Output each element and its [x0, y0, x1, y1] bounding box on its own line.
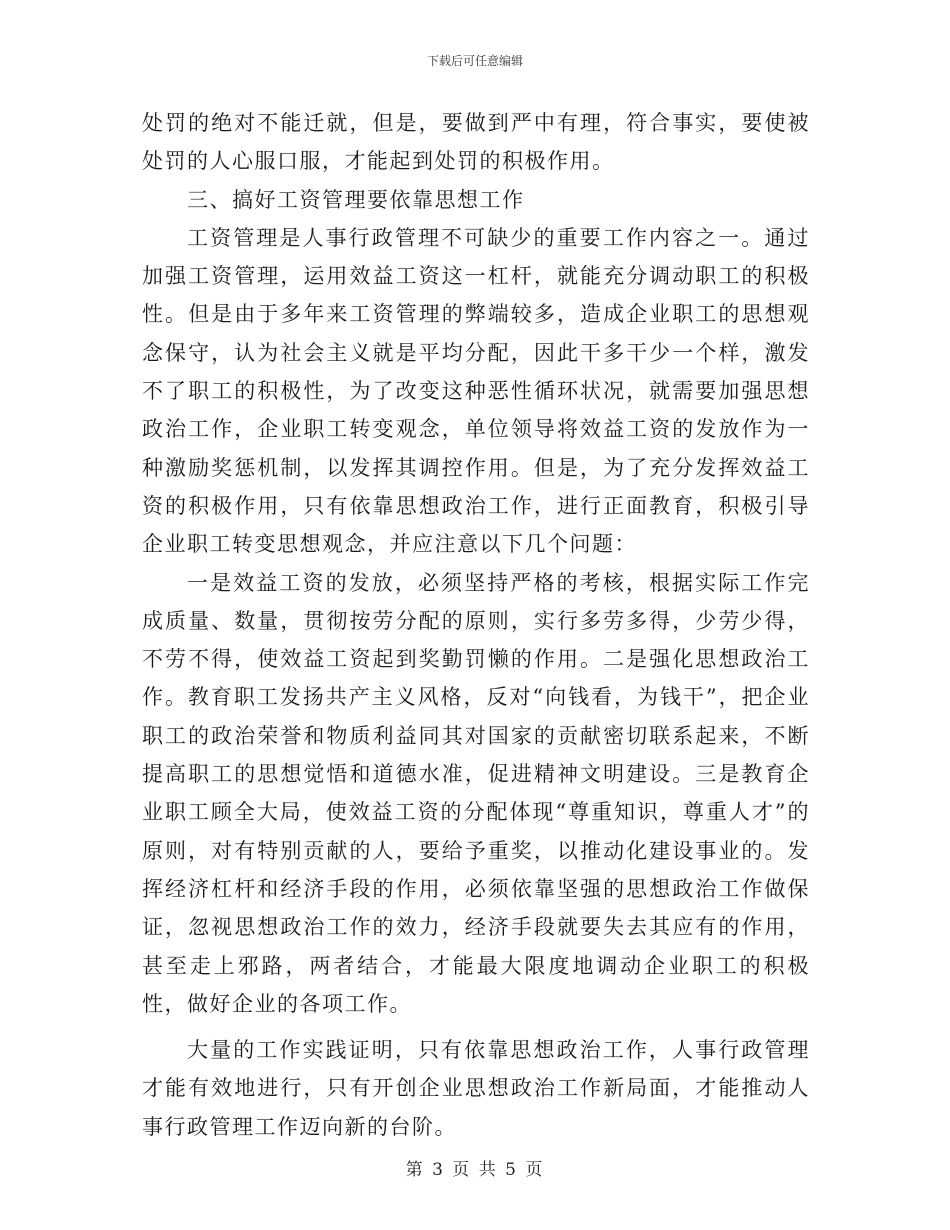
paragraph-continuation: 处罚的绝对不能迁就，但是，要做到严中有理，符合事实，要使被处罚的人心服口服，才能起到处罚的积极作用。 [142, 111, 810, 174]
page-number-footer: 第 3 页 共 5 页 [405, 1160, 545, 1180]
document-body [142, 104, 810, 1146]
section-heading: 三、搞好工资管理要依靠思想工作 [187, 187, 525, 212]
page-header: 下载后可任意编辑 [426, 54, 523, 68]
paragraph-three-points: 一是效益工资的发放，必须坚持严格的考核，根据实际工作完成质量、数量，贯彻按劳分配的原则，实行多劳多得，少劳少得，不劳不得，使效益工资起到奖勤罚懒的作用。二是强化思想政治工作。教育职工发扬共产主义风格，反对“向钱看，为钱干”，把企业职工的政治荣誉和物质利益同其对国家的贡献密切联系起来，不断提高职工的思想觉悟和道德水准，促进精神文明建设。三是教育企业职工顾全大局，使效益工资的分配体现“尊重知识，尊重人才”的原则，对有特别贡献的人，要给予重奖，以推动化建设事业的。发挥经济杠杆和经济手段的作用，必须依靠坚强的思想政治工作做保证，忽视思想政治工作的效力，经济手段就要失去其应有的作用，甚至走上邪路，两者结合，才能最大限度地调动企业职工的积极性，做好企业的各项工作。 [142, 570, 810, 1016]
paragraph-conclusion: 大量的工作实践证明，只有依靠思想政治工作，人事行政管理才能有效地进行，只有开创企业思想政治工作新局面，才能推动人事行政管理工作迈向新的台阶。 [142, 1038, 810, 1139]
paragraph-wage-management: 工资管理是人事行政管理不可缺少的重要工作内容之一。通过加强工资管理，运用效益工资这一杠杆，就能充分调动职工的积极性。但是由于多年来工资管理的弊端较多，造成企业职工的思想观念保守，认为社会主义就是平均分配，因此干多干少一个样，激发不了职工的积极性，为了改变这种恶性循环状况，就需要加强思想政治工作，企业职工转变观念，单位领导将效益工资的发放作为一种激励奖惩机制，以发挥其调控作用。但是，为了充分发挥效益工资的积极作用，只有依靠思想政治工作，进行正面教育，积极引导企业职工转变思想观念，并应注意以下几个问题： [142, 225, 810, 557]
